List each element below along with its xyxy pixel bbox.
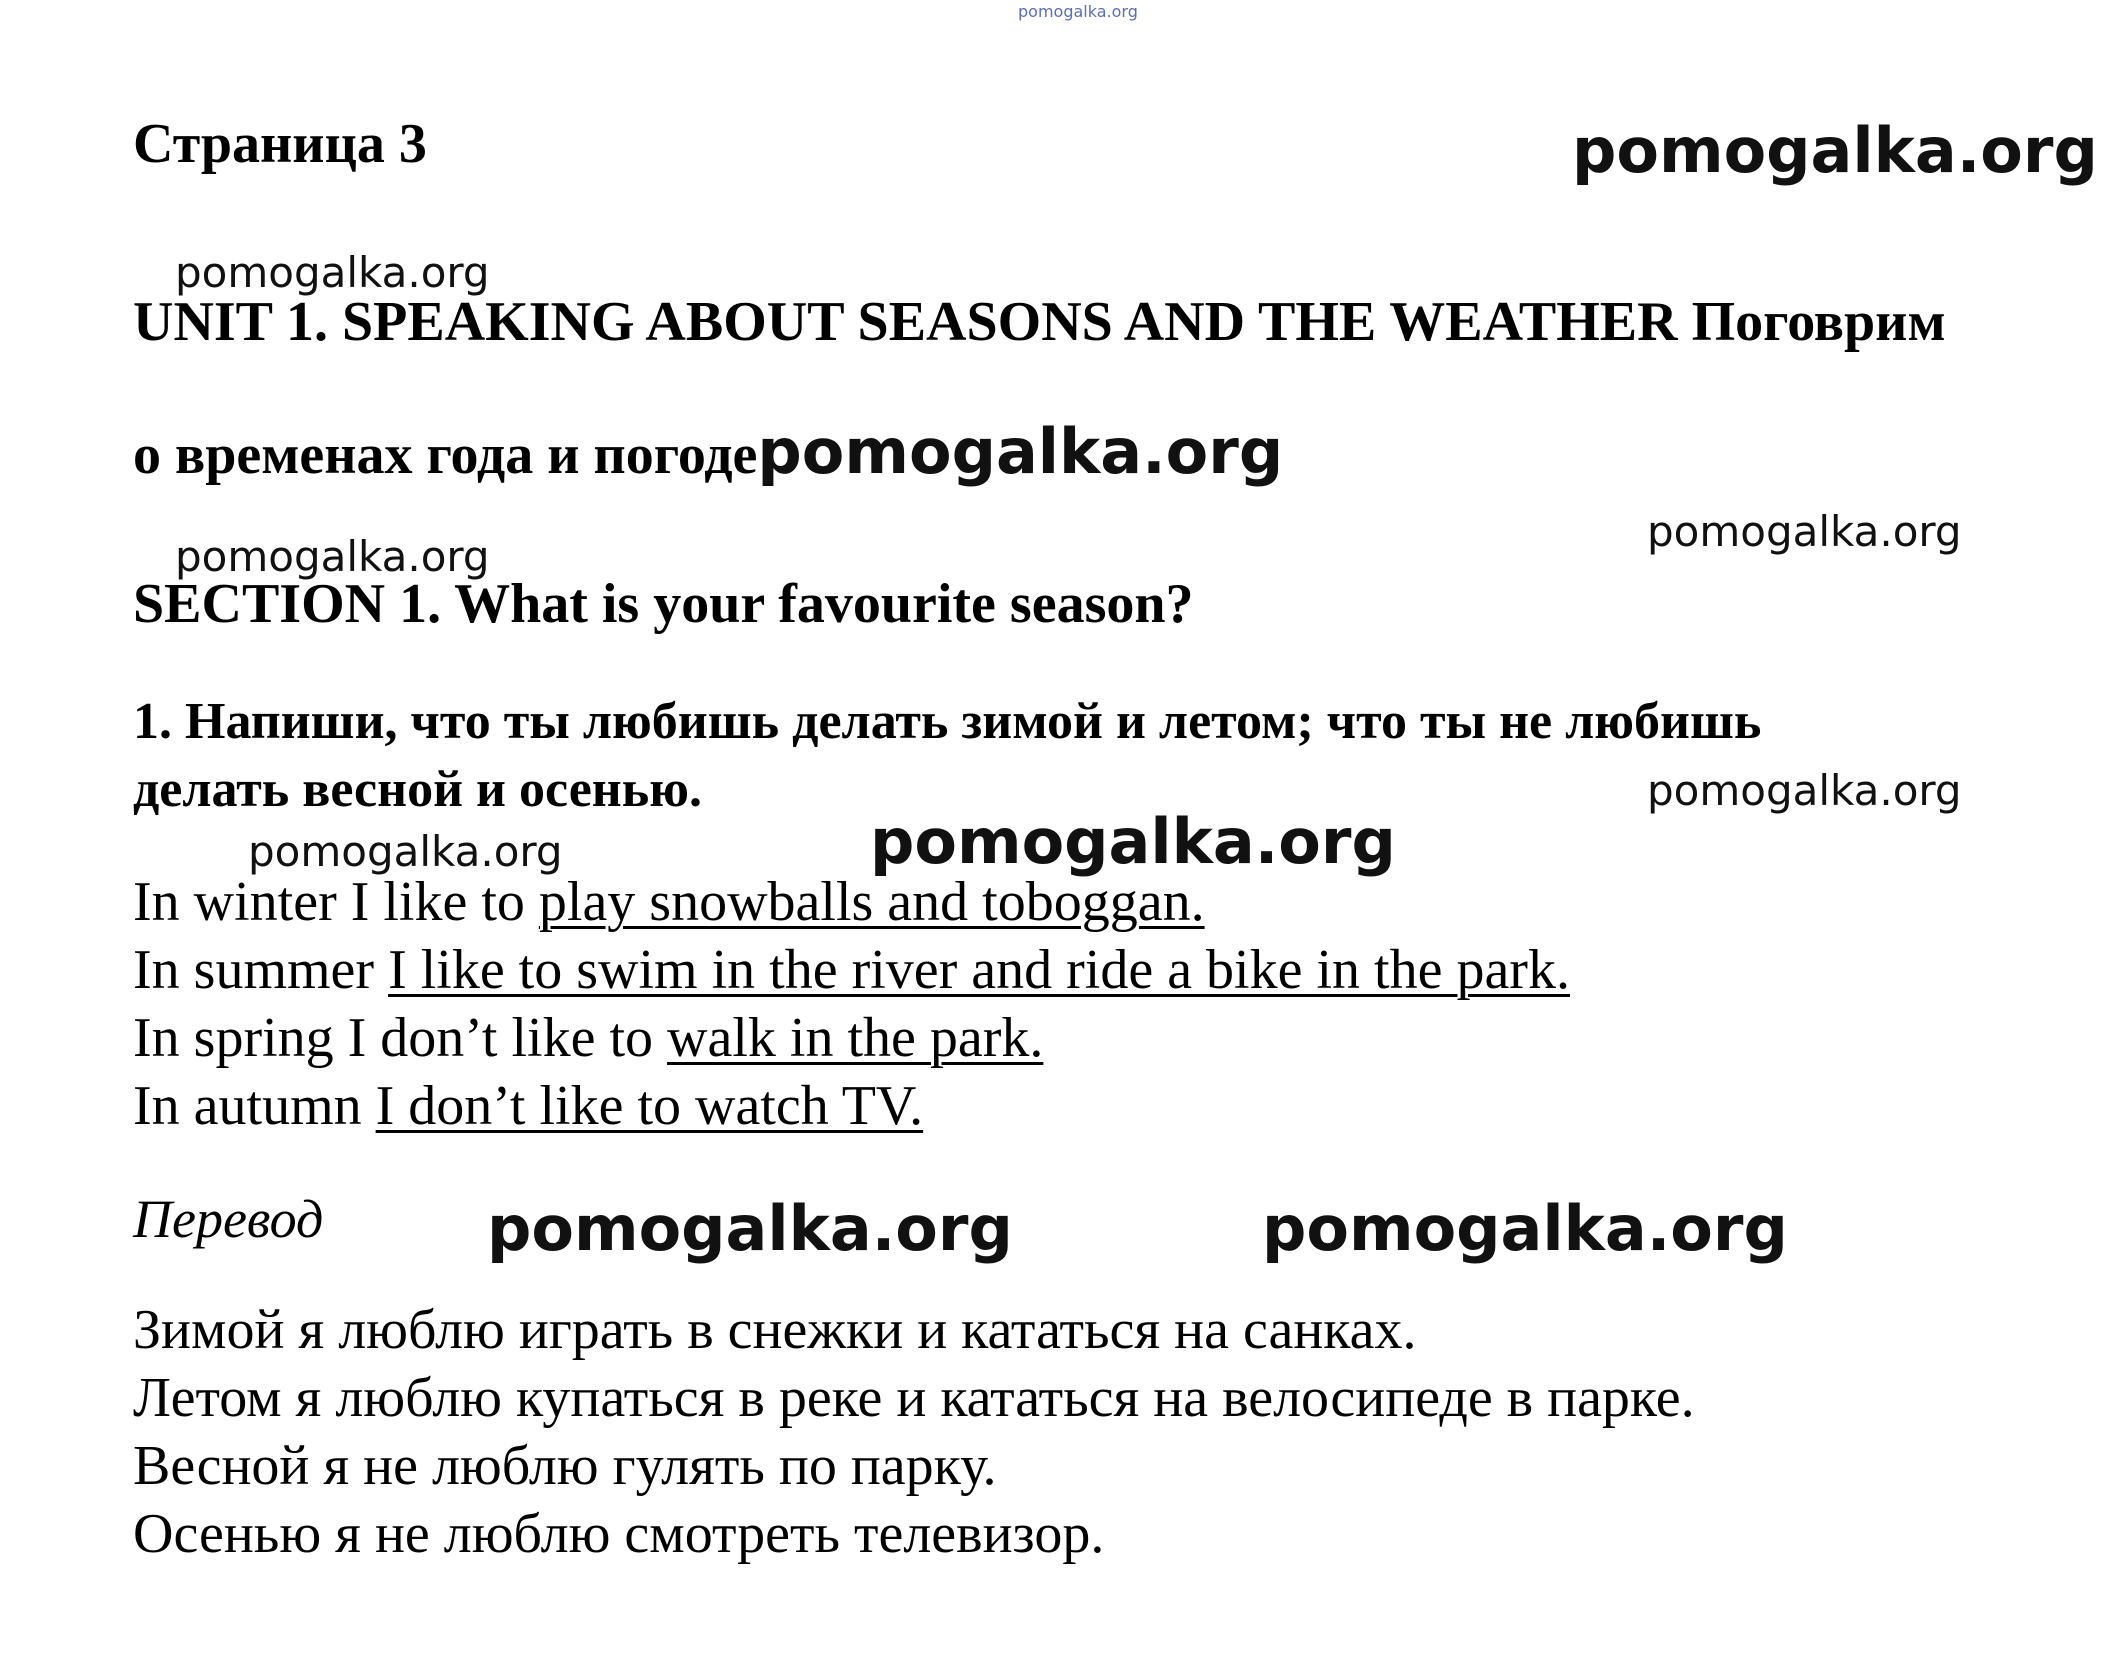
translation-line: Летом я люблю купаться в реке и кататься на велосипеде в парке. <box>133 1367 1695 1429</box>
answer-line <box>133 1074 923 1138</box>
task-line-1: 1. Напиши, что ты любишь делать зимой и летом; что ты не любишь <box>133 693 1762 750</box>
answer-text: walk in the park. <box>667 1007 1044 1069</box>
translation-label: Перевод <box>133 1189 324 1249</box>
task-line-2: делать весной и осенью. <box>133 761 703 818</box>
watermark: pomogalka.org <box>248 827 563 876</box>
unit-title-line-2-row <box>133 415 1283 488</box>
watermark: pomogalka.org <box>757 415 1284 488</box>
answer-text: I like to swim in the river and ride a bike in the park. <box>388 939 1570 1001</box>
watermark: pomogalka.org <box>1647 766 1962 815</box>
unit-title-line-2: о временах года и погоде <box>133 424 758 486</box>
watermark: pomogalka.org <box>487 1192 1013 1265</box>
section-title: SECTION 1. What is your favourite season? <box>133 573 1194 635</box>
answer-text: I don’t like to watch TV. <box>375 1075 924 1137</box>
answer-text: play snowballs and toboggan. <box>538 871 1205 933</box>
watermark: pomogalka.org <box>1572 114 2098 187</box>
watermark-top: pomogalka.org <box>1018 2 1138 21</box>
watermark: pomogalka.org <box>1647 507 1962 556</box>
answer-prefix: In winter I like to <box>133 871 539 933</box>
answer-prefix: In spring I don’t like to <box>133 1007 668 1069</box>
answer-line <box>133 870 1205 934</box>
watermark: pomogalka.org <box>175 248 490 297</box>
answer-line <box>133 938 1570 1002</box>
translation-line: Весной я не люблю гулять по парку. <box>133 1435 997 1497</box>
watermark: pomogalka.org <box>870 805 1396 878</box>
page-label: Страница 3 <box>133 113 427 175</box>
answer-prefix: In summer <box>133 939 389 1001</box>
unit-title-line-1: UNIT 1. SPEAKING ABOUT SEASONS AND THE WEATHER Поговрим <box>133 291 1946 353</box>
watermark: pomogalka.org <box>1262 1192 1788 1265</box>
translation-line: Зимой я люблю играть в снежки и кататься на санках. <box>133 1299 1417 1361</box>
watermark: pomogalka.org <box>175 532 490 581</box>
answer-line <box>133 1006 1043 1070</box>
answer-prefix: In autumn <box>133 1075 376 1137</box>
translation-line: Осенью я не люблю смотреть телевизор. <box>133 1503 1105 1565</box>
